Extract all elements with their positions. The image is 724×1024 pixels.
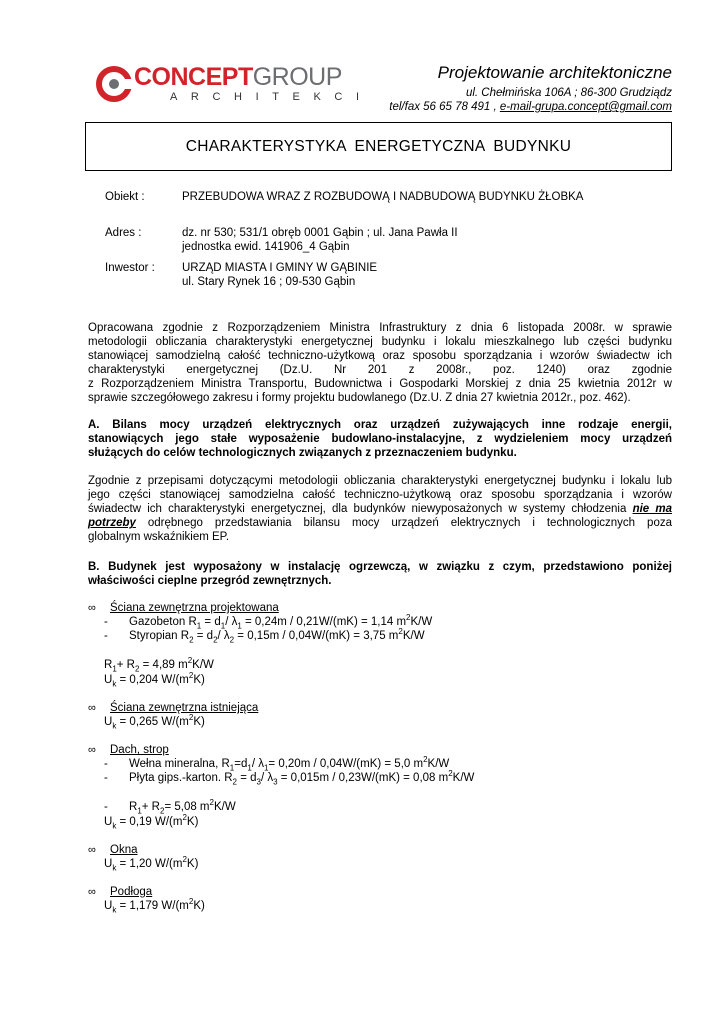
section-a-line: potrzeby odrębnego przedstawiania bilansu mocy urządzeń elektrycznych i technologicznych poza bbox=[88, 517, 672, 530]
intro-line: charakterystyki energetycznej (Dz.U. Nr 201 z 2008r., poz. 1240) oraz zgodnie bbox=[88, 364, 672, 377]
inwestor-line1: URZĄD MIASTA I GMINY W GĄBINIE bbox=[182, 262, 378, 274]
firm-tel: tel/fax 56 65 78 491 , bbox=[389, 101, 500, 113]
document-title: CHARAKTERYSTYKA ENERGETYCZNA BUDYNKU bbox=[85, 122, 672, 171]
obiekt-value: PRZEBUDOWA WRAZ Z ROZBUDOWĄ I NADBUDOWĄ BUDYNKU ŻŁOBKA bbox=[182, 191, 584, 203]
list-item-windows bbox=[88, 843, 138, 858]
adres-label: Adres : bbox=[105, 227, 142, 239]
wall-old-uk: $U_k = 0,265$ $W/(m^2K)$ bbox=[104, 713, 205, 731]
wall-new-sum: $R_1+ R_2 = 4,89$ $m^2K/W$ bbox=[104, 656, 214, 674]
infinity-bullet-icon: ∞ bbox=[88, 602, 96, 614]
section-a-heading-line: A. Bilans mocy urządzeń elektrycznych oraz urządzeń zużywających inne rodzaje energii, bbox=[88, 419, 672, 431]
adres-line1: dz. nr 530; 531/1 obręb 0001 Gąbin ; ul. Jana Pawła II bbox=[182, 227, 458, 239]
roof-uk: $U_k = 0,19$ $W/(m^2K)$ bbox=[104, 813, 199, 831]
firm-address: ul. Chełmińska 106A ; 86-300 Grudziądz bbox=[465, 87, 672, 99]
adres-line2: jednostka ewid. 141906_4 Gąbin bbox=[182, 241, 350, 253]
inwestor-line2: ul. Stary Rynek 16 ; 09-530 Gąbin bbox=[182, 276, 356, 288]
wall-new-uk: $U_k = 0,204$ $W/(m^2K)$ bbox=[104, 671, 205, 689]
intro-line: Opracowana zgodnie z Rozporządzeniem Ministra Infrastruktury z dnia 6 listopada 2008r. w sprawie bbox=[88, 322, 672, 334]
firm-title: Projektowanie architektoniczne bbox=[437, 63, 672, 82]
infinity-bullet-icon: ∞ bbox=[88, 702, 96, 714]
concept-group-logo-icon bbox=[96, 66, 132, 102]
logo-subtitle: ARCHITEKCI bbox=[170, 91, 373, 103]
roof-plyta: - Płyta gips.-karton. $R_2 = d_3/$ $\lambda_3 = 0,015m / 0,23W/(mK) = 0,08$ $m^2K/W$ bbox=[104, 769, 475, 787]
floor-uk: $U_k = 1,179$ $W/(m^2K)$ bbox=[104, 897, 205, 915]
list-item-floor bbox=[88, 885, 152, 900]
inwestor-label: Inwestor : bbox=[105, 262, 155, 274]
roof-title: Dach, strop bbox=[110, 744, 169, 756]
roof-welna: - Wełna mineralna, $R_1=d_1/$ $\lambda_1= 0,20m / 0,04W/(mK) = 5,0$ $m^2K/W$ bbox=[104, 755, 450, 773]
wall-old-title: Ściana zewnętrzna istniejąca bbox=[110, 702, 259, 714]
section-a-line: świadectw ich charakterystyki energetycznej, dla budynków niewyposażonych w systemy chłodzenia nie ma bbox=[88, 503, 672, 516]
windows-uk: $U_k = 1,20$ $W/(m^2K)$ bbox=[104, 855, 199, 873]
obiekt-label: Obiekt : bbox=[105, 191, 145, 203]
section-b-heading-line: B. Budynek jest wyposażony w instalację ogrzewczą, w związku z czym, przedstawiono poniżej bbox=[88, 561, 672, 573]
firm-contact bbox=[389, 101, 672, 113]
section-a-line: jego części stanowiącej samodzielna całość techniczno-użytkową oraz sposobu sporządzania i wzorów bbox=[88, 489, 672, 502]
windows-title: Okna bbox=[110, 844, 138, 856]
wall-new-title: Ściana zewnętrzna projektowana bbox=[110, 602, 279, 614]
section-a-heading-line: służących do celów technologicznych związanych z przeznaczeniem budynku. bbox=[88, 447, 517, 460]
list-item-wall-old bbox=[88, 701, 258, 716]
wall-new-gazobeton: - Gazobeton $R_1 = d_1/$ $\lambda_1 = 0,24m / 0,21W/(mK) = 1,14$ $m^2K/W$ bbox=[104, 613, 433, 631]
list-item-wall-new bbox=[88, 601, 279, 616]
intro-line: metodologii obliczania charakterystyki energetycznej budynku i lokalu mieszkalnego lub części budynku bbox=[88, 336, 672, 349]
list-item-roof bbox=[88, 743, 169, 758]
infinity-bullet-icon: ∞ bbox=[88, 844, 96, 856]
intro-line: sprawie szczegółowego zakresu i formy projektu budowlanego (Dz.U. Z dnia 27 kwietnia 2012r., poz. 462). bbox=[88, 392, 631, 405]
section-a-body bbox=[88, 474, 672, 544]
emphasis-nie-ma: nie ma bbox=[632, 503, 672, 516]
floor-title: Podłoga bbox=[110, 886, 153, 898]
section-a-heading-line: stanowiących jego stałe wyposażenie budowlano-instalacyjne, z wydzieleniem mocy urządzeń bbox=[88, 433, 672, 446]
email-link[interactable]: e-mail-grupa.concept@gmail.com bbox=[499, 101, 672, 113]
section-a-line: globalnym wskaźnikiem EP. bbox=[88, 531, 230, 544]
intro-line: stanowiącej samodzielną całość techniczno-użytkową oraz sposobu sporządzania i wzorów świadectw ich bbox=[88, 350, 672, 363]
intro-paragraph bbox=[88, 321, 672, 406]
roof-sum: - $R_1+ R_2= 5,08$ $m^2K/W$ bbox=[104, 798, 236, 816]
emphasis-potrzeby: potrzeby bbox=[88, 517, 136, 530]
infinity-bullet-icon: ∞ bbox=[88, 886, 96, 898]
section-a-heading bbox=[88, 418, 672, 460]
wall-new-styropian: - Styropian $R_2 = d_2/$ $\lambda_2 = 0,15m / 0,04W/(mK) = 3,75$ $m^2K/W$ bbox=[104, 627, 425, 645]
infinity-bullet-icon: ∞ bbox=[88, 744, 96, 756]
section-b-heading-line: właściwości cieplne przegród zewnętrznych. bbox=[88, 575, 332, 588]
logo-wordmark: CONCEPTGROUP bbox=[134, 63, 342, 91]
section-a-line: Zgodnie z przepisami dotyczącymi metodologii obliczania charakterystyki energetycznej budynku i lokalu lub bbox=[88, 475, 672, 487]
section-b-heading bbox=[88, 560, 672, 588]
intro-line: z Rozporządzeniem Ministra Transportu, Budownictwa i Gospodarki Morskiej z dnia 25 kwietnia 2012r w bbox=[88, 378, 672, 391]
